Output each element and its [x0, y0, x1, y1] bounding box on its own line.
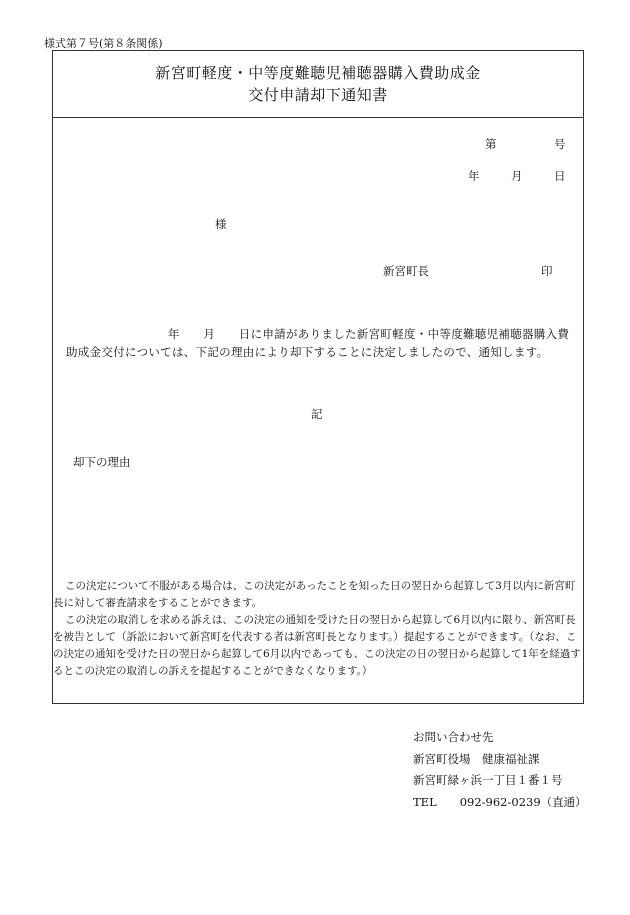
- form-number: 様式第７号(第８条関係): [44, 37, 163, 50]
- contact-tel: TEL 092-962-0239（直通）: [413, 794, 587, 809]
- notice-lawsuit: この決定の取消しを求める訴えは、この決定の通知を受けた日の翌日から起算して6月以内に限り、新宮町長を被告として（訴訟において新宮町を代表する者は新宮町長となります。）提起することができます。（なお、この決定の通知を受けた日の翌日から起算して6月以内であっても、この決定の日の翌日から起算して1年を経過するとこの決定の取消しの訴えを提起することができなくなります。）: [53, 614, 581, 677]
- form-frame: [52, 50, 584, 704]
- contact-office: 新宮町役場 健康福祉課: [413, 751, 540, 766]
- contact-address: 新宮町緑ヶ浜一丁目１番１号: [413, 773, 563, 787]
- contact-block: [413, 727, 587, 813]
- date-month: 月: [511, 169, 523, 183]
- issuer-title: 新宮町長: [383, 264, 429, 278]
- reason-label: 却下の理由: [73, 455, 131, 469]
- date-year: 年: [468, 169, 480, 183]
- doc-number-prefix: 第: [485, 137, 497, 151]
- body-text: 年 月 日に申請がありました新宮町軽度・中等度難聴児補聴器購入費助成金交付については、下記の理由により却下することに決定しましたので、通知します。: [66, 327, 570, 359]
- doc-number-suffix: 号: [554, 137, 566, 151]
- title-line-2: 交付申請却下通知書: [248, 86, 388, 104]
- title-line-1: 新宮町軽度・中等度難聴児補聴器購入費助成金: [155, 64, 481, 82]
- seal-mark: 印: [541, 264, 553, 278]
- notice-appeal: この決定について不服がある場合は、この決定があったことを知った日の翌日から起算して3月以内に新宮町長に対して審査請求をすることができます。: [53, 580, 576, 609]
- date-day: 日: [554, 169, 566, 183]
- title-box: [53, 51, 583, 118]
- addressee-suffix: 様: [215, 217, 227, 231]
- ki-mark: 記: [311, 407, 323, 421]
- contact-heading: お問い合わせ先: [413, 730, 494, 744]
